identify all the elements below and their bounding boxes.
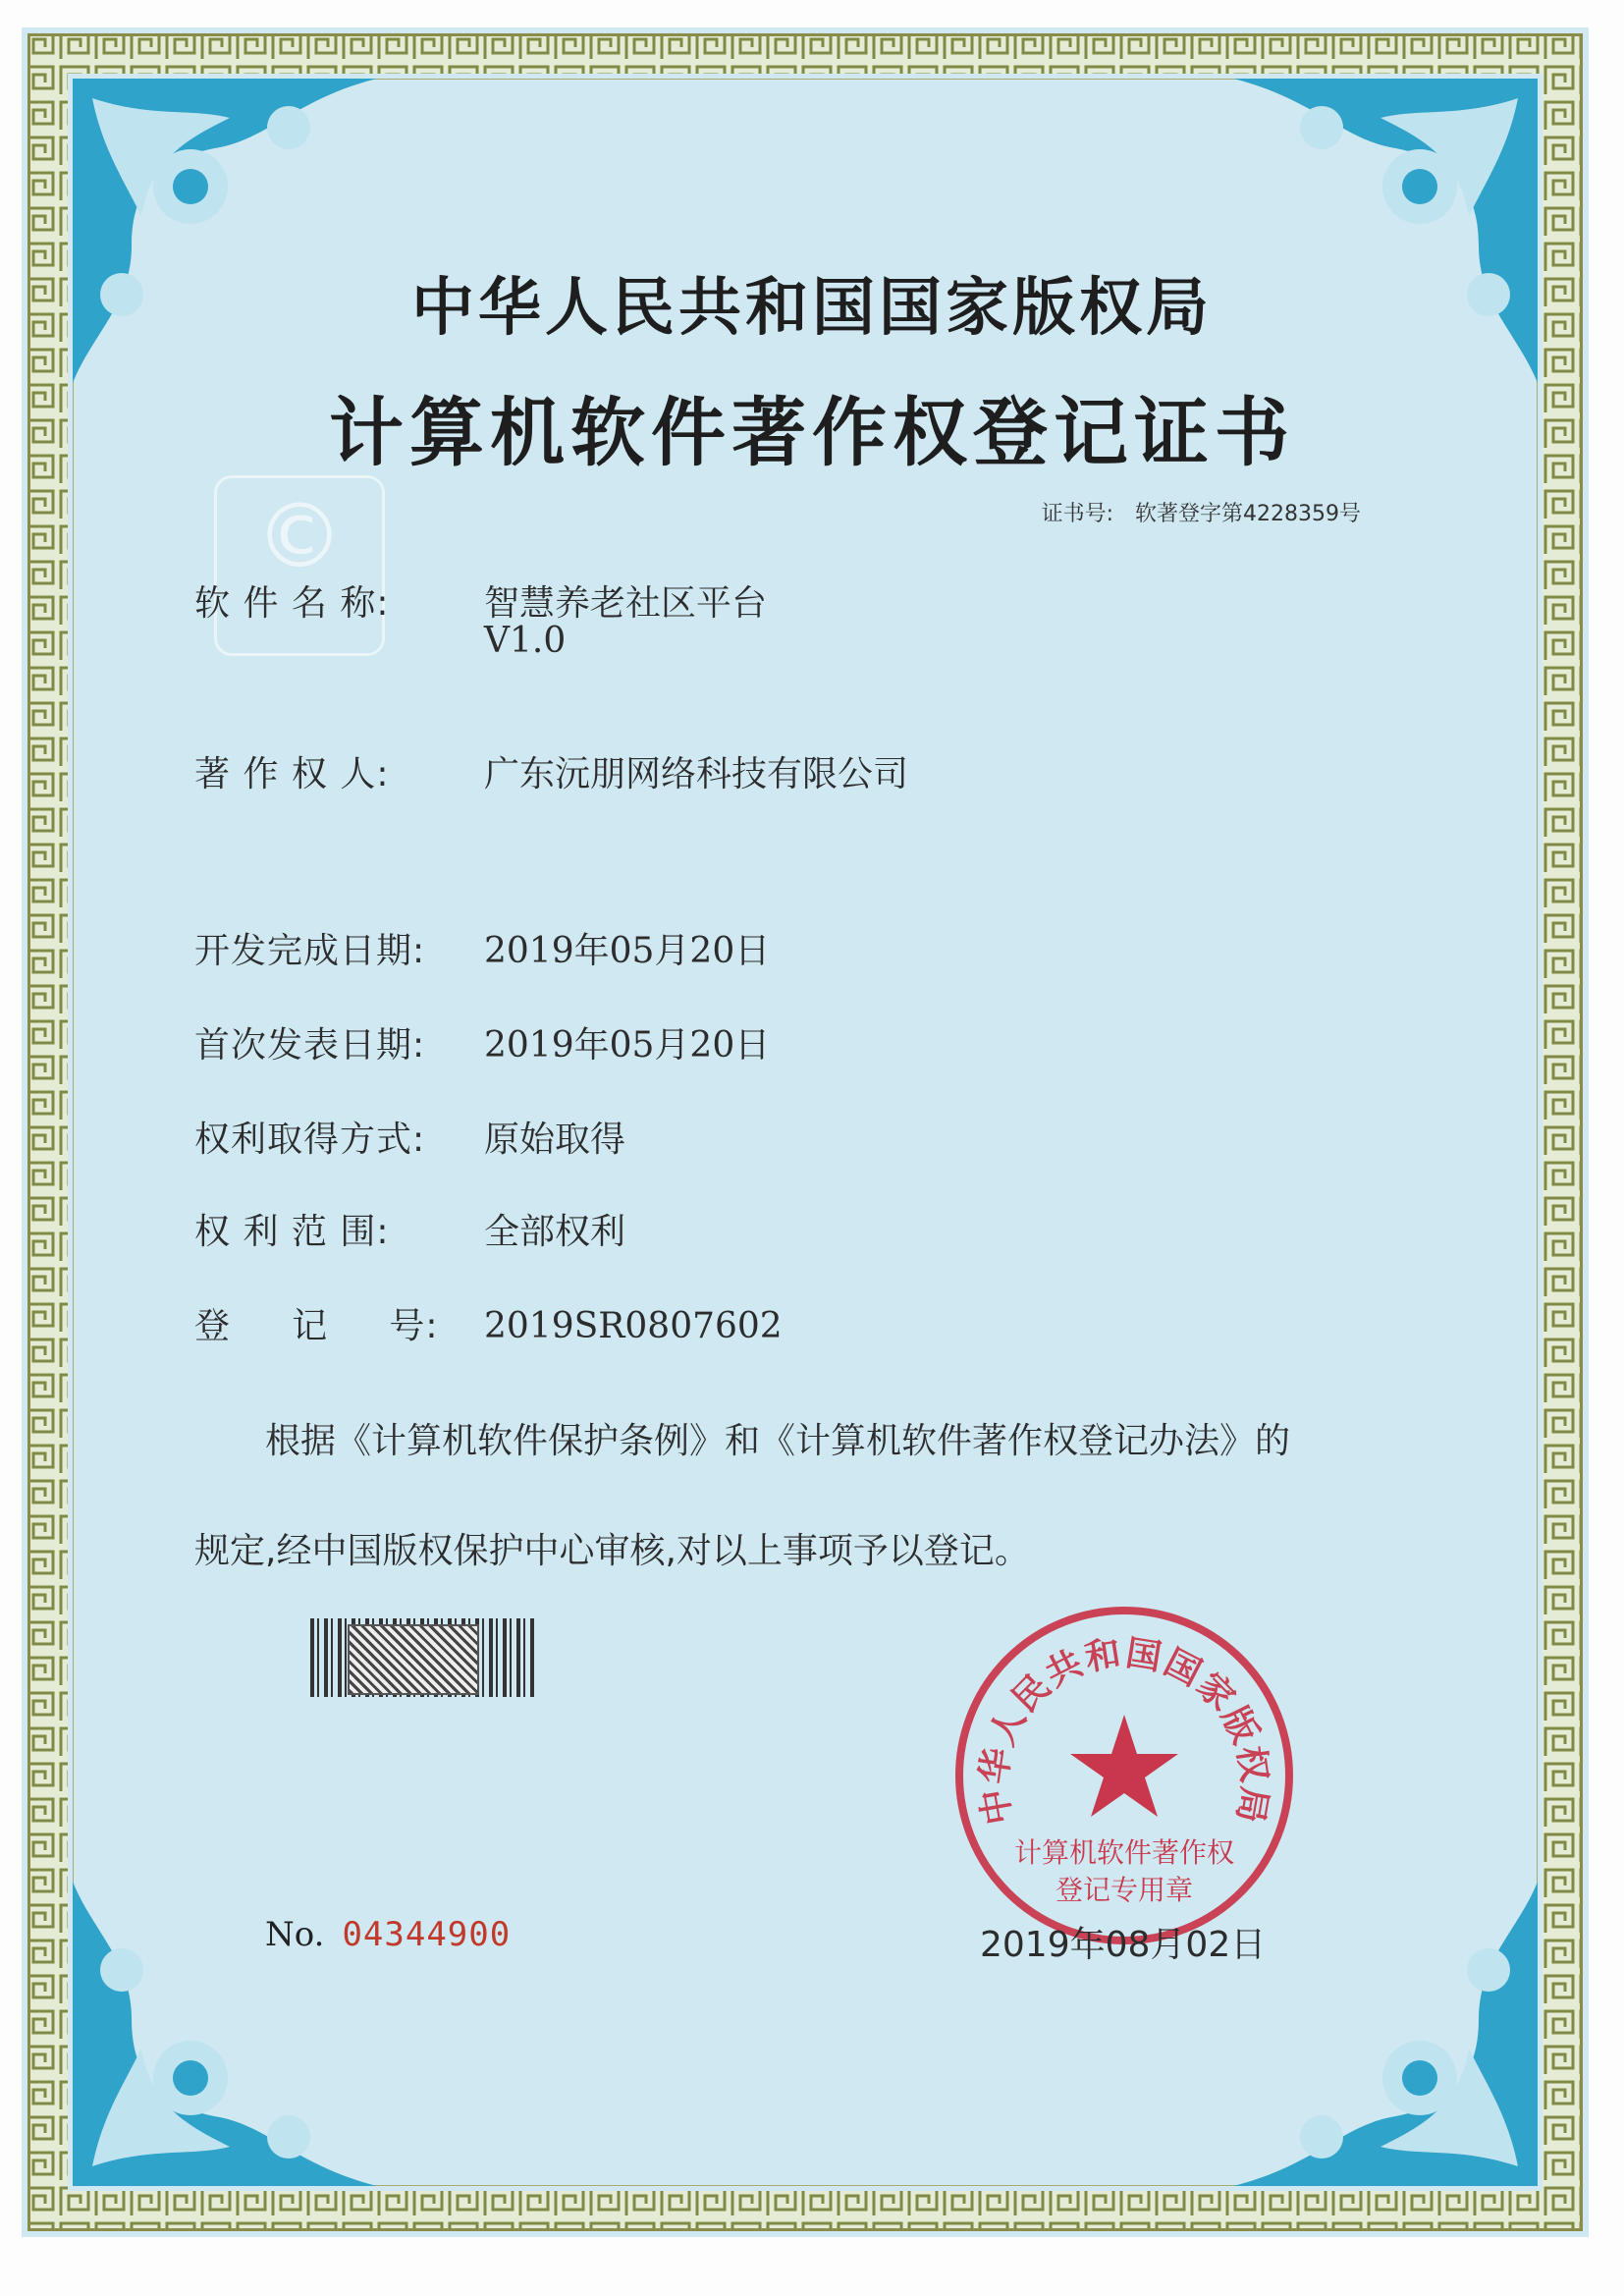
certificate-number-label: 证书号: [1041,502,1114,526]
field-label: 权利取得方式: [194,1120,426,1160]
registration-statement [194,1387,1441,1607]
copyright-emblem-watermark [214,475,385,656]
field-publication-date [194,1017,770,1067]
serial-number [265,1915,511,1954]
field-software-name [194,575,768,661]
certificate-number [1042,497,1361,527]
serial-value: 04344900 [342,1915,512,1954]
field-value: 原始取得 [484,1120,626,1160]
field-value: 智慧养老社区平台 [484,583,768,624]
seal-inner-line-2: 登记专用章 [1055,1874,1194,1906]
certificate-number-value: 软著登字第4228359号 [1135,502,1361,526]
field-label: 登 记 号: [194,1306,439,1346]
field-label: 著 作 权 人: [194,754,390,794]
seal-inner-line-1: 计算机软件著作权 [1013,1836,1235,1869]
statement-line-2: 规定,经中国版权保护中心审核,对以上事项予以登记。 [194,1531,1030,1571]
barcode [310,1618,536,1697]
copyright-icon: © [255,485,344,588]
certificate-title: 计算机软件著作权登记证书 [329,389,1295,476]
field-value: 全部权利 [484,1212,626,1252]
field-label: 首次发表日期: [194,1025,426,1066]
field-label: 开发完成日期: [194,931,426,971]
field-value: 2019SR0807602 [484,1306,783,1346]
issue-date: 2019年08月02日 [980,1925,1267,1965]
statement-line-1: 根据《计算机软件保护条例》和《计算机软件著作权登记办法》的 [265,1421,1291,1461]
field-copyright-owner [194,746,908,796]
field-acquisition-method [194,1112,625,1162]
official-seal [947,1599,1301,1952]
field-value-version: V1.0 [484,621,567,661]
field-label: 软 件 名 称: [194,583,390,624]
field-value: 2019年05月20日 [484,931,771,971]
field-rights-scope [194,1204,625,1254]
qr-code [348,1624,479,1695]
field-completion-date [194,923,770,973]
issuing-authority-title: 中华人民共和国国家版权局 [411,272,1213,345]
field-value: 广东沅朋网络科技有限公司 [484,754,909,794]
field-registration-number [194,1298,783,1348]
field-value: 2019年05月20日 [484,1025,771,1066]
seal-outer-text: 中华人民共和国国家版权局 [973,1633,1275,1829]
field-label: 权 利 范 围: [194,1212,390,1252]
serial-label: No. [265,1915,325,1954]
star-icon [1070,1715,1178,1817]
